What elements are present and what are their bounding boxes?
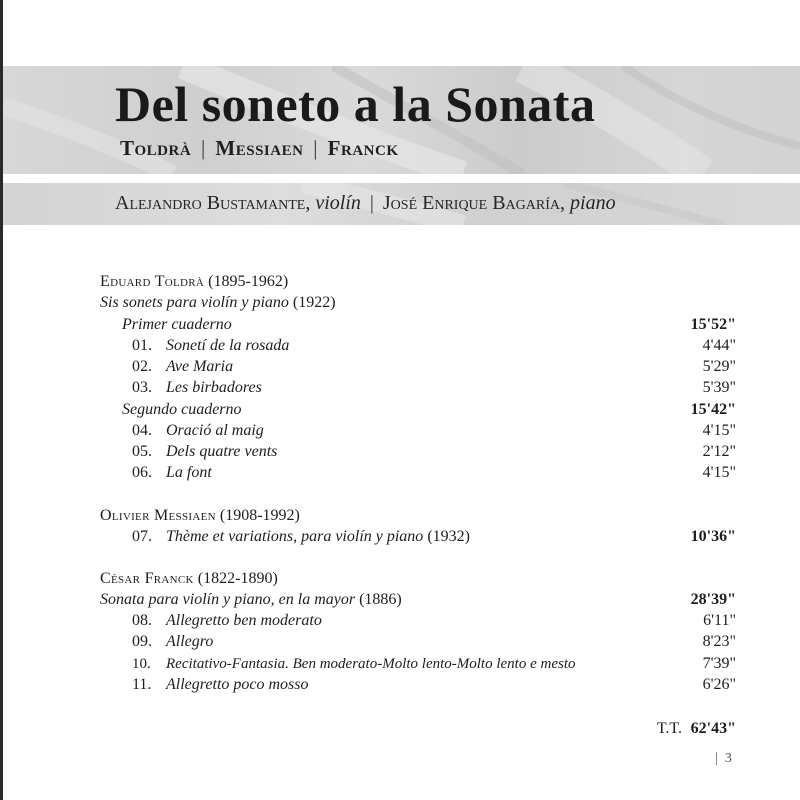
track-year: (1932) <box>427 528 470 545</box>
track-title: Oració al maig <box>166 422 264 439</box>
composer-heading-messiaen <box>100 505 740 526</box>
track-row <box>100 653 740 674</box>
track-row <box>100 610 740 631</box>
track-number: 05. <box>132 443 152 460</box>
track-row <box>100 335 740 356</box>
part-heading-primer <box>100 314 740 335</box>
track-title: Dels quatre vents <box>166 443 278 460</box>
page-number-value: 3 <box>724 751 732 766</box>
track-row <box>100 631 740 652</box>
track-duration: 7'39" <box>702 655 736 672</box>
track-title: Sonetí de la rosada <box>166 337 290 354</box>
performers-line <box>115 192 616 215</box>
track-row <box>100 420 740 441</box>
track-number: 04. <box>132 422 152 439</box>
track-number: 10. <box>132 656 151 672</box>
performer-pianist-name: José Enrique Bagaría <box>382 192 561 214</box>
composer-name: César Franck <box>100 570 194 587</box>
track-duration: 8'23" <box>702 633 736 650</box>
composer-name: Eduard Toldrà <box>100 273 205 290</box>
part-heading-segundo <box>100 399 740 420</box>
composer-dates: (1822-1890) <box>197 570 278 587</box>
page-number-separator: | <box>715 751 718 766</box>
part-duration: 15'52" <box>690 316 736 333</box>
performer-comma: , <box>305 192 311 214</box>
work-title: Sis sonets para violín y piano <box>100 294 289 311</box>
work-duration: 28'39" <box>690 591 736 608</box>
track-number: 09. <box>132 633 152 650</box>
track-duration: 4'15" <box>702 464 736 481</box>
track-number: 11. <box>132 676 152 693</box>
work-year: (1922) <box>292 294 336 311</box>
composer-separator: | <box>313 136 318 160</box>
work-year: (1886) <box>359 591 402 608</box>
track-title: Allegretto ben moderato <box>166 612 322 629</box>
track-row <box>100 356 740 377</box>
track-title: Recitativo-Fantasia. Ben moderato-Molto lento-Molto lento e mesto <box>166 656 576 672</box>
composer-franck-heading: Franck <box>327 136 399 160</box>
track-duration: 6'26" <box>702 676 736 693</box>
composer-separator: | <box>200 136 206 160</box>
track-title: La font <box>166 464 212 481</box>
work-heading-franck <box>100 589 740 610</box>
track-title: Allegro <box>166 633 214 650</box>
work-heading-toldra <box>100 292 740 313</box>
performer-separator: | <box>369 192 374 214</box>
composer-heading-franck <box>100 568 740 589</box>
composer-dates: (1895-1962) <box>208 273 289 290</box>
composer-toldra-heading: Toldrà <box>120 136 192 160</box>
track-duration: 6'11" <box>703 612 736 629</box>
total-time-label: T.T. <box>656 720 682 737</box>
performer-violinist-name: Alejandro Bustamante <box>115 192 306 214</box>
performer-comma: , <box>560 192 566 214</box>
composer-dates: (1908-1992) <box>219 507 300 524</box>
track-duration: 4'15" <box>702 422 736 439</box>
track-row <box>100 674 740 695</box>
composer-name: Olivier Messiaen <box>100 507 216 524</box>
track-number: 08. <box>132 612 152 629</box>
page-number <box>715 751 732 767</box>
track-number: 02. <box>132 358 152 375</box>
track-duration: 5'29" <box>702 358 736 375</box>
track-duration: 2'12" <box>702 443 736 460</box>
track-row <box>100 526 740 547</box>
track-number: 01. <box>132 337 152 354</box>
track-number: 03. <box>132 379 152 396</box>
performer-pianist-instrument: piano <box>570 192 616 214</box>
album-title: Del soneto a la Sonata <box>115 76 596 132</box>
part-duration: 15'42" <box>690 401 736 418</box>
track-title: Ave Maria <box>166 358 234 375</box>
total-time-row <box>100 718 740 739</box>
part-label: Segundo cuaderno <box>122 401 242 418</box>
composer-messiaen-heading: Messiaen <box>215 136 304 160</box>
work-title: Sonata para violín y piano, en la mayor <box>100 591 356 608</box>
track-duration: 5'39" <box>702 379 736 396</box>
track-duration: 10'36" <box>690 528 736 545</box>
track-duration: 4'44" <box>702 337 736 354</box>
total-time-value: 62'43" <box>690 720 736 737</box>
performer-violinist-instrument: violín <box>315 192 361 214</box>
track-title: Allegretto poco mosso <box>166 676 309 693</box>
part-label: Primer cuaderno <box>122 316 232 333</box>
composers-line <box>120 136 398 161</box>
track-row <box>100 462 740 483</box>
track-row <box>100 441 740 462</box>
track-title: Les birbadores <box>166 379 262 396</box>
track-title: Thème et variations, para violín y piano <box>166 528 424 545</box>
composer-heading-toldra <box>100 271 740 292</box>
track-row <box>100 377 740 398</box>
track-number: 07. <box>132 528 152 545</box>
track-number: 06. <box>132 464 152 481</box>
